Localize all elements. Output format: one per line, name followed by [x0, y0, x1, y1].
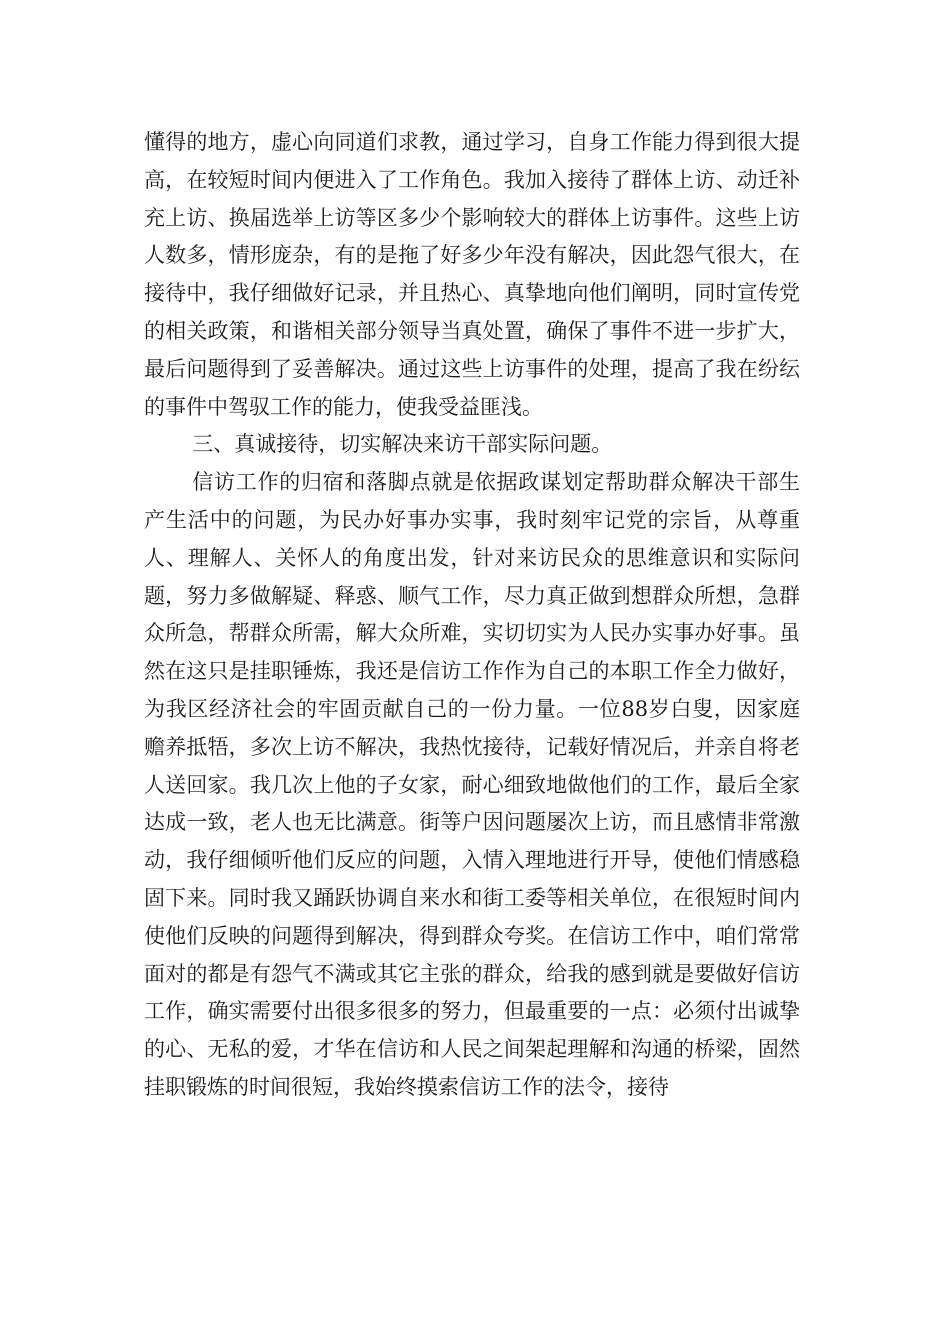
- paragraph-body: 信访工作的归宿和落脚点就是依据政谋划定帮助群众解决干部生产生活中的问题，为民办好事办实事，我时刻牢记党的宗旨，从尊重人、理解人、关怀人的角度出发，针对来访民众的思维意识和实际问题，努力多做解疑、释惑、顺气工作，尽力真正做到想群众所想，急群众所急，帮群众所需，解大众所难，实切切实为人民办实事办好事。虽然在这只是挂职锤炼，我还是信访工作作为自己的本职工作全力做好，为我区经济社会的牢固贡献自己的一份力量。一位88岁白叟，因家庭赡养抵牾，多次上访不解决，我热忱接待，记载好情况后，并亲自将老人送回家。我几次上他的子女家，耐心细致地做他们的工作，最后全家达成一致，老人也无比满意。街等户因问题屡次上访，而且感情非常激动，我仔细倾听他们反应的问题，入情入理地进行开导，使他们情感稳固下来。同时我又踊跃协调自来水和街工委等相关单位，在很短时间内使他们反映的问题得到解决，得到群众夸奖。在信访工作中，咱们常常面对的都是有怨气不满或其它主张的群众，给我的感到就是要做好信访工作，确实需要付出很多很多的努力，但最重要的一点：必须付出诚挚的心、无私的爱，才华在信访和人民之间架起理解和沟通的桥梁，固然挂职锻炼的时间很短，我始终摸索信访工作的法令，接待: [144, 470, 800, 1099]
- section-heading: 三、真诚接待，切实解决来访干部实际问题。: [192, 432, 613, 457]
- paragraph-continuation: 懂得的地方，虚心向同道们求教，通过学习，自身工作能力得到很大提高，在较短时间内便进入了工作角色。我加入接待了群体上访、动迁补充上访、换届选举上访等区多少个影响较大的群体上访事件。这些上访人数多，情形庞杂，有的是拖了好多少年没有解决，因此怨气很大，在接待中，我仔细做好记录，并且热心、真挚地向他们阐明，同时宣传党的相关政策，和谐相关部分领导当真处置，确保了事件不进一步扩大，最后问题得到了妥善解决。通过这些上访事件的处理，提高了我在纷纭的事件中驾驭工作的能力，使我受益匪浅。: [144, 130, 800, 419]
- document-body: [144, 124, 800, 1107]
